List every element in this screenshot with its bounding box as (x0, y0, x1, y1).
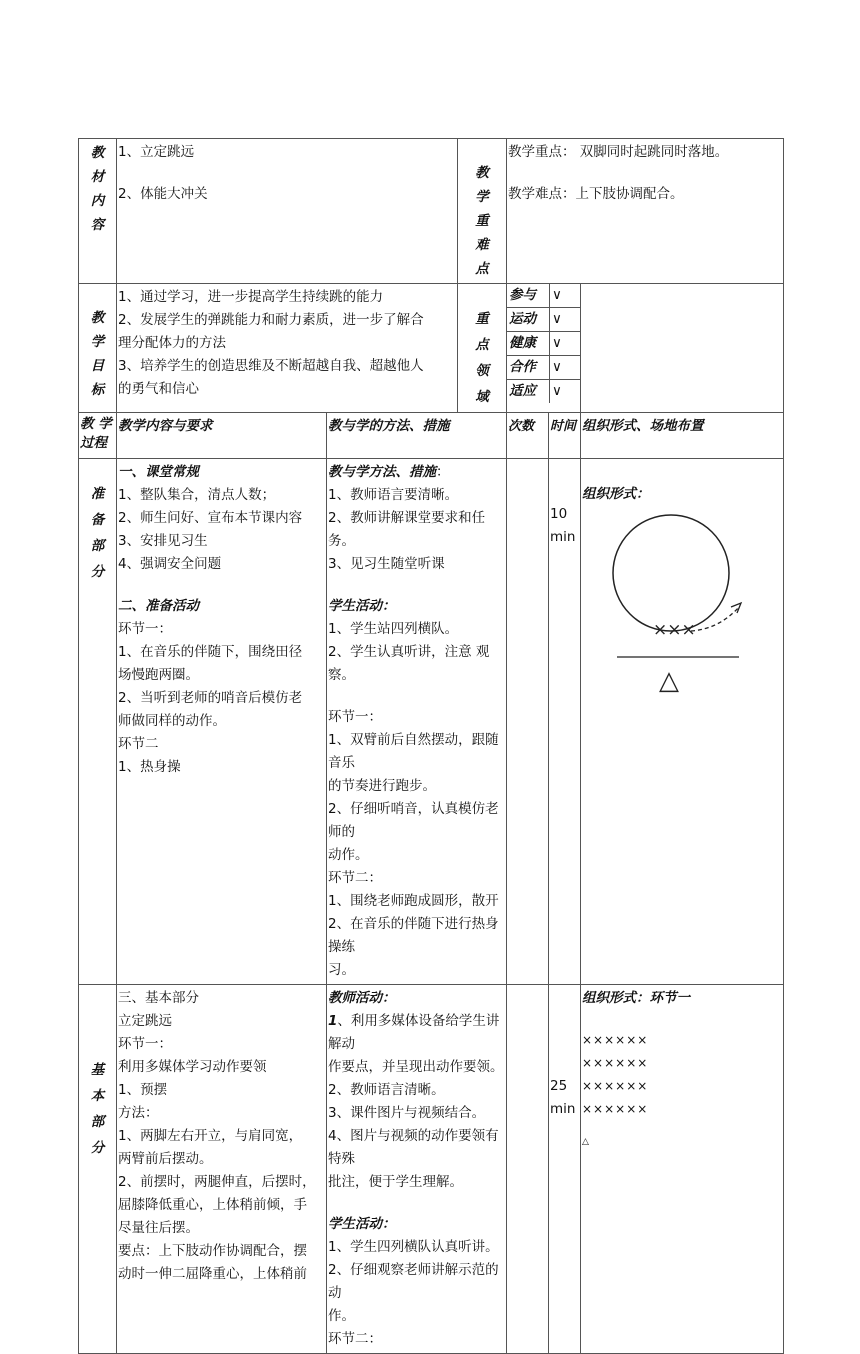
prep-student-heading: 学生活动： (328, 598, 396, 614)
prep-heading: 一、课堂常规 (118, 464, 199, 480)
content-items (117, 139, 458, 284)
prep-times (507, 459, 549, 985)
domain-checklist (507, 284, 581, 413)
objective-line: 的勇气和信心 (118, 381, 199, 397)
objectives-label: 教学目标 (79, 284, 117, 413)
basic-student-heading: 学生活动： (328, 1216, 396, 1232)
key-difficult-points (507, 139, 784, 284)
difficult-point: 教学难点：上下肢协调配合。 (508, 186, 684, 202)
basic-org-label: 组织形式：环节一 (582, 990, 690, 1006)
domain-row: 适应 ∨ (507, 380, 580, 404)
domain-blank (581, 284, 784, 413)
col-process-header: 教 学过程 (79, 413, 117, 459)
objective-line: 2、发展学生的弹跳能力和耐力素质，进一步了解合 (118, 312, 424, 328)
col-time-header: 时间 (549, 413, 581, 459)
basic-times (507, 985, 549, 1354)
prep-heading: 二、准备活动 (118, 598, 199, 614)
col-times-header: 次数 (507, 413, 549, 459)
basic-method: 教师活动： 1、利用多媒体设备给学生讲解动 作要点，并呈现出动作要领。 2、教师语言清晰。 3、课件图片与视频结合。 4、图片与视频的动作要领有特殊 批注，便于学生理解。 学生活动： 1、学生四列横队认真听讲。 2、仔细观察老师讲解示范的动 作。 环节二： (327, 985, 507, 1354)
prep-method-heading: 教与学方法、措施 (328, 464, 436, 480)
objectives-list (117, 284, 458, 413)
domain-row: 运动 ∨ (507, 308, 580, 332)
formation-row: ×××××× (582, 1079, 649, 1093)
track-circle (613, 515, 729, 631)
key-difficult-label: 教学重难点 (458, 139, 507, 284)
prep-time: 10 min (549, 459, 581, 985)
prep-method: 教与学方法、措施： 1、教师语言要清晰。 2、教师讲解课堂要求和任务。 3、见习生随堂听课 学生活动： 1、学生站四列横队。 2、学生认真听讲，注意 观察。 环节一： 1、双臂前后自然摆动，跟随音乐 的节奏进行跑步。 2、仔细听哨音，认真模仿老师的 动作。 环节二： 1、围绕老师跑成圆形，散开 2、在音乐的伴随下进行热身操练 习。 (327, 459, 507, 985)
prep-org-label: 组织形式： (582, 486, 650, 502)
content-item: 1、立定跳远 (118, 144, 195, 160)
formation-row: ×××××× (582, 1102, 649, 1116)
basic-time: 25 min (549, 985, 581, 1354)
lesson-plan-table (78, 138, 784, 1354)
prep-organization (581, 459, 784, 985)
running-track-diagram (609, 511, 769, 701)
teacher-triangle: △ (659, 666, 679, 696)
teacher-position-mark: △ (582, 1137, 589, 1147)
focus-domain-label: 重点领域 (458, 284, 507, 413)
objective-line: 3、培养学生的创造思维及不断超越自我、超越他人 (118, 358, 424, 374)
content-section-label: 教材内容 (79, 139, 117, 284)
domain-row: 健康 ∨ (507, 332, 580, 356)
basic-content: 三、基本部分 立定跳远 环节一： 利用多媒体学习动作要领 1、预摆 方法： 1、两脚左右开立，与肩同宽， 两臂前后摆动。 2、前摆时，两腿伸直，后摆时， 屈膝降低重心，上体稍前倾，手 尽量往后摆。 要点：上下肢动作协调配合，摆 动时一伸二屈降重心，上体稍前 (117, 985, 327, 1354)
arrow-head (731, 603, 741, 613)
prep-content: 一、课堂常规 1、整队集合，清点人数； 2、师生问好、宣布本节课内容 3、安排见习生 4、强调安全问题 二、准备活动 环节一： 1、在音乐的伴随下，围绕田径 场慢跑两圈。 2、当听到老师的哨音后模仿老 师做同样的动作。 环节二 1、热身操 (117, 459, 327, 985)
prep-section-label: 准备部分 (79, 459, 117, 985)
domain-row: 参与 ∨ (507, 284, 580, 308)
content-item: 2、体能大冲关 (118, 186, 208, 202)
col-organization-header: 组织形式、场地布置 (581, 413, 784, 459)
formation-row: ×××××× (582, 1056, 649, 1070)
runner-marks: ××× (653, 620, 696, 640)
objective-line: 理分配体力的方法 (118, 335, 226, 351)
key-point: 教学重点： 双脚同时起跳同时落地。 (508, 144, 729, 160)
objective-line: 1、通过学习，进一步提高学生持续跳的能力 (118, 289, 384, 305)
basic-teacher-heading: 教师活动： (328, 990, 396, 1006)
domain-row: 合作 ∨ (507, 356, 580, 380)
formation-row: ×××××× (582, 1033, 649, 1047)
col-method-header: 教与学的方法、措施 (327, 413, 507, 459)
basic-organization (581, 985, 784, 1354)
basic-section-label: 基本部分 (79, 985, 117, 1354)
col-content-header: 教学内容与要求 (117, 413, 327, 459)
